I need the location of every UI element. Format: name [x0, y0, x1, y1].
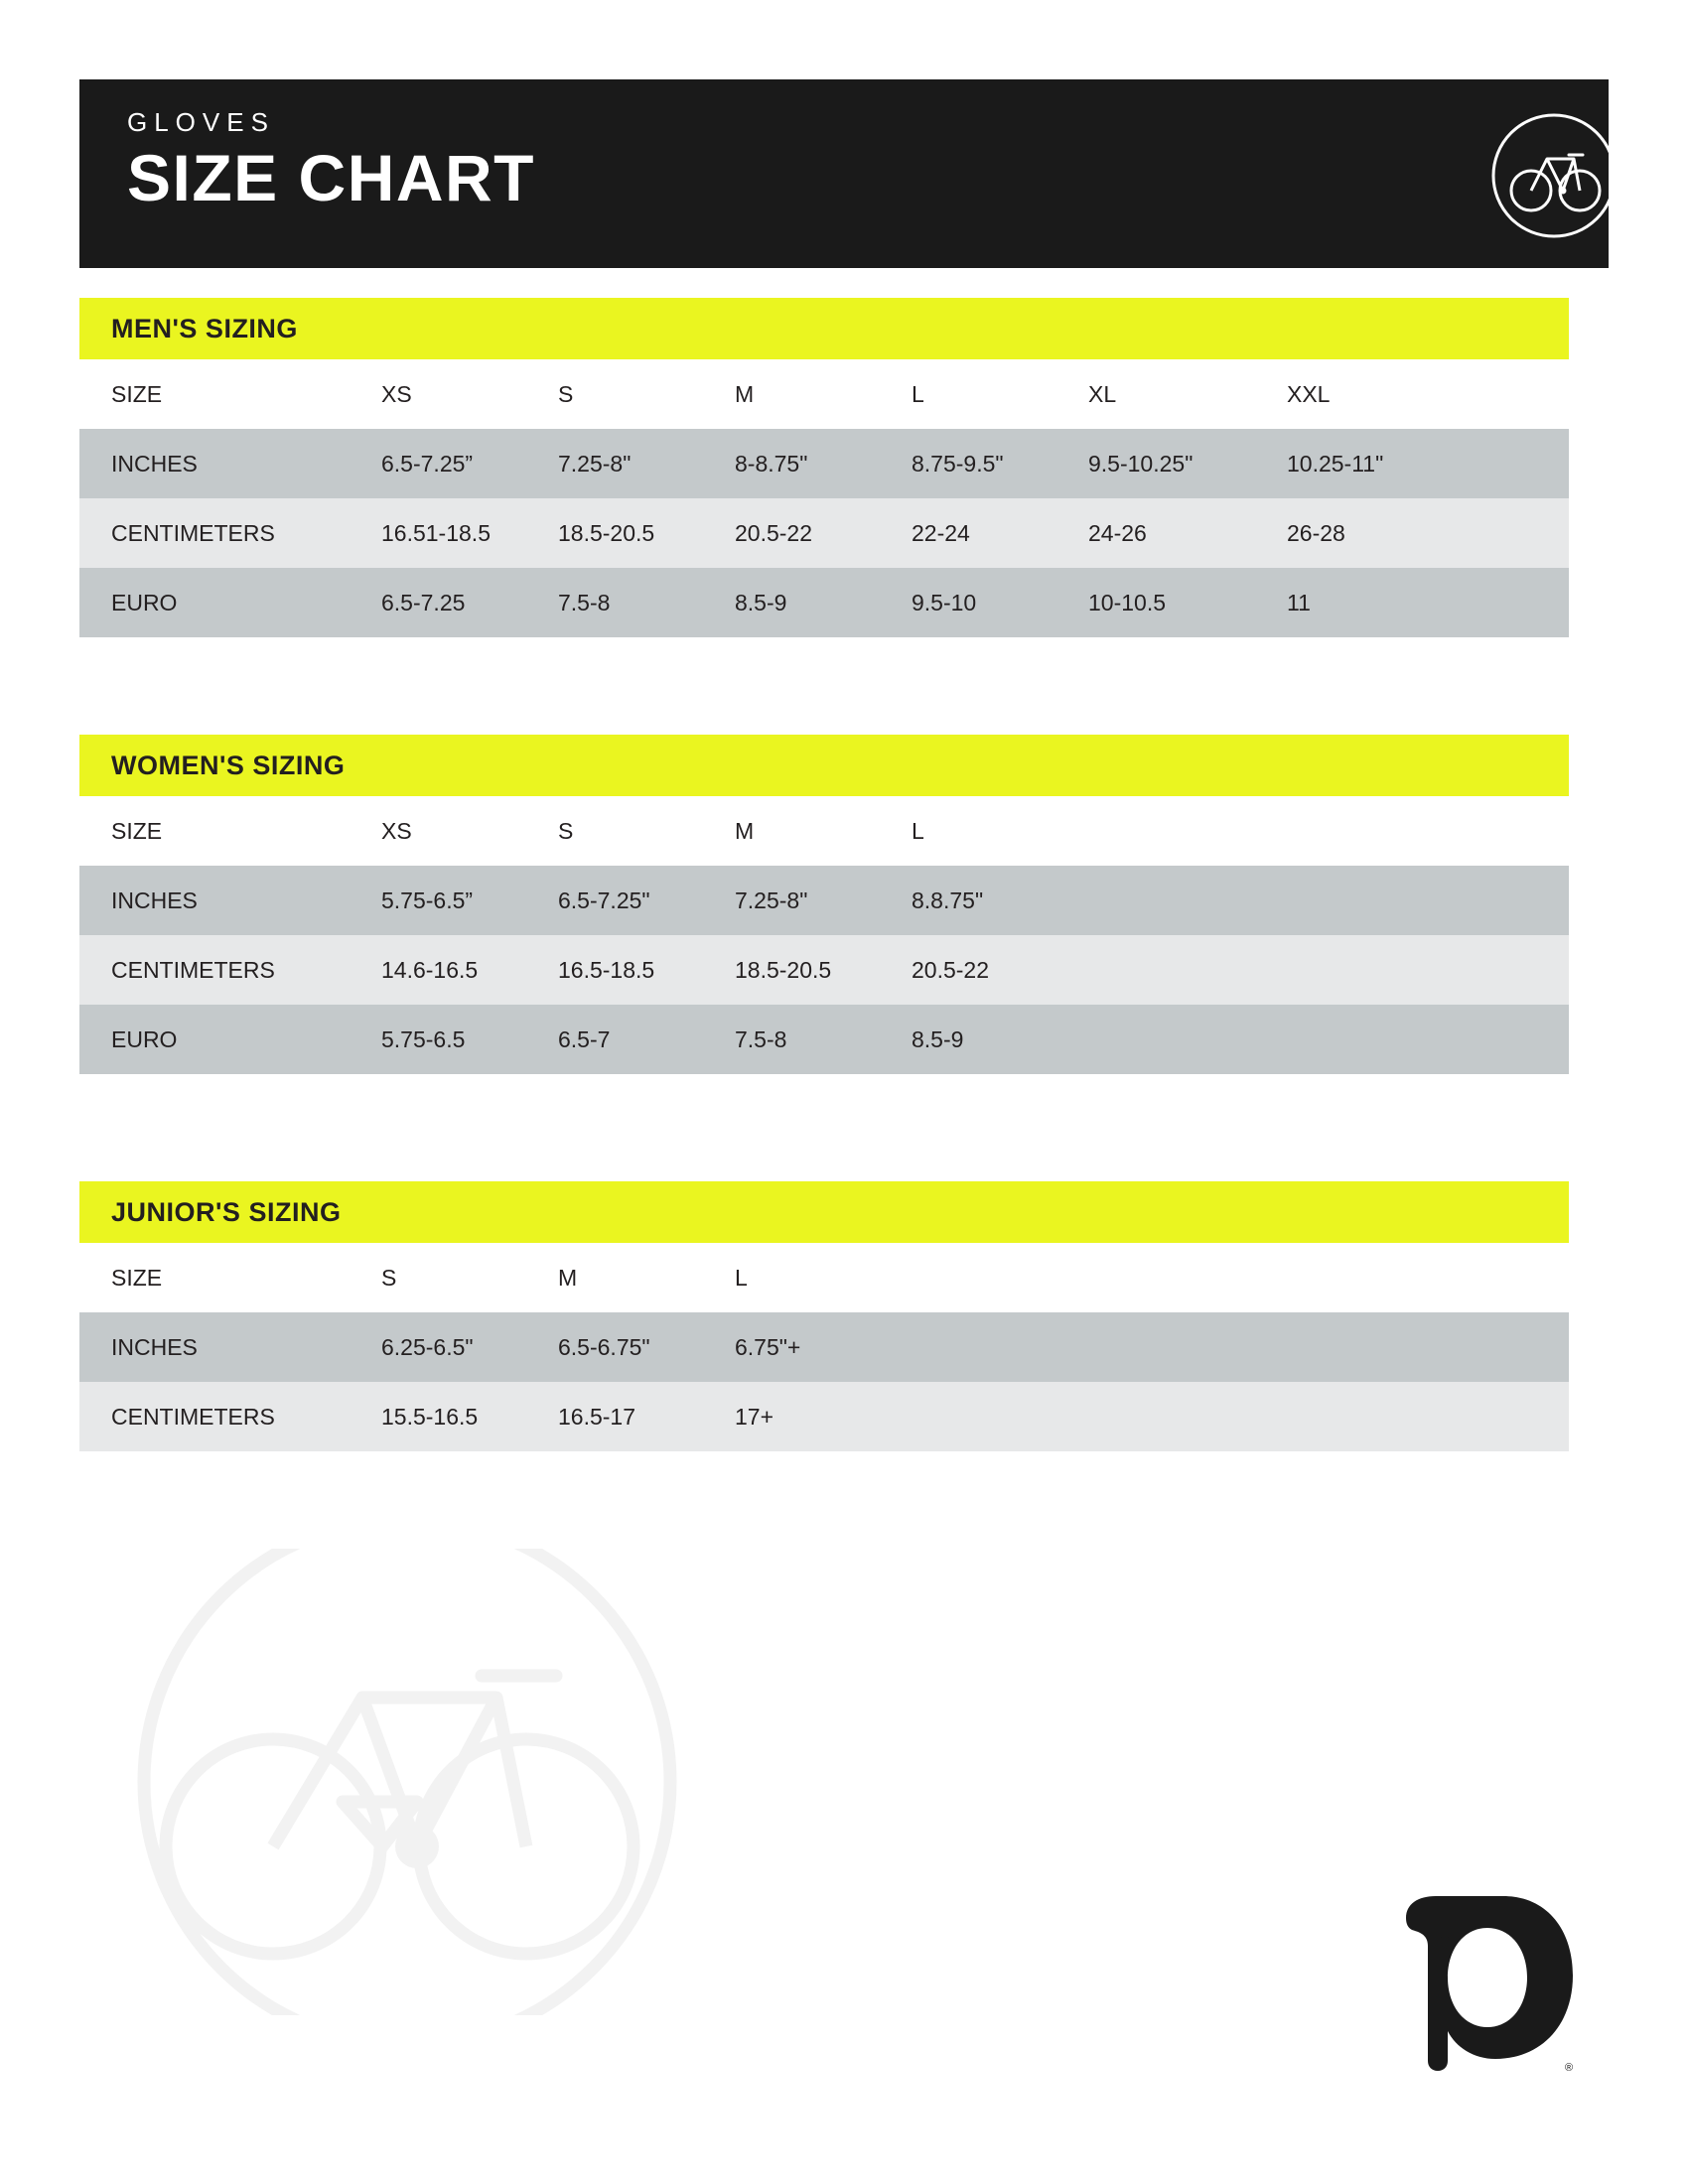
table-row — [79, 1005, 1569, 1074]
column-header: L — [703, 1243, 1569, 1312]
column-header: XS — [350, 359, 526, 429]
cell: 6.5-7.25" — [526, 866, 703, 935]
cell: 5.75-6.5” — [350, 866, 526, 935]
table-row — [79, 1382, 1569, 1451]
cell: 8.5-9 — [880, 1005, 1569, 1074]
table-row — [79, 866, 1569, 935]
cell: 8.5-9 — [703, 568, 880, 637]
cell: 22-24 — [880, 498, 1056, 568]
cell: 17+ — [703, 1382, 1569, 1451]
table-row — [79, 935, 1569, 1005]
svg-text:®: ® — [1565, 2062, 1574, 2074]
cell: 20.5-22 — [703, 498, 880, 568]
row-label: INCHES — [79, 429, 350, 498]
bicycle-icon — [1479, 101, 1609, 250]
row-label: INCHES — [79, 1312, 350, 1382]
cell: 24-26 — [1056, 498, 1255, 568]
cell: 7.25-8" — [526, 429, 703, 498]
column-header: S — [526, 796, 703, 866]
row-label: EURO — [79, 568, 350, 637]
cell: 9.5-10 — [880, 568, 1056, 637]
pearl-izumi-logo — [1370, 1876, 1579, 2075]
table-row — [79, 568, 1569, 637]
cell: 8-8.75" — [703, 429, 880, 498]
row-label: CENTIMETERS — [79, 1382, 350, 1451]
section-mens-sizing — [79, 298, 1569, 637]
cell: 18.5-20.5 — [526, 498, 703, 568]
cell: 16.5-18.5 — [526, 935, 703, 1005]
row-label: CENTIMETERS — [79, 935, 350, 1005]
cell: 18.5-20.5 — [703, 935, 880, 1005]
section-juniors-sizing — [79, 1181, 1569, 1451]
column-header: L — [880, 359, 1056, 429]
cell: 6.75"+ — [703, 1312, 1569, 1382]
table-row — [79, 429, 1569, 498]
cell: 16.5-17 — [526, 1382, 703, 1451]
table-header-row — [79, 359, 1569, 429]
cell: 11 — [1255, 568, 1569, 637]
womens-size-table — [79, 796, 1569, 1074]
column-header: SIZE — [79, 1243, 350, 1312]
cell: 6.5-6.75" — [526, 1312, 703, 1382]
column-header: L — [880, 796, 1569, 866]
cell: 26-28 — [1255, 498, 1569, 568]
page-header — [79, 79, 1609, 268]
column-header: S — [350, 1243, 526, 1312]
cell: 9.5-10.25" — [1056, 429, 1255, 498]
cell: 10-10.5 — [1056, 568, 1255, 637]
cell: 14.6-16.5 — [350, 935, 526, 1005]
row-label: EURO — [79, 1005, 350, 1074]
section-title: MEN'S SIZING — [111, 313, 298, 343]
column-header: M — [703, 359, 880, 429]
cell: 5.75-6.5 — [350, 1005, 526, 1074]
cell: 7.5-8 — [526, 568, 703, 637]
section-header-juniors — [79, 1181, 1569, 1243]
section-womens-sizing — [79, 735, 1569, 1074]
column-header: XL — [1056, 359, 1255, 429]
table-header-row — [79, 796, 1569, 866]
column-header: S — [526, 359, 703, 429]
mens-size-table — [79, 359, 1569, 637]
header-kicker: GLOVES — [127, 107, 275, 137]
cell: 7.25-8" — [703, 866, 880, 935]
column-header: SIZE — [79, 796, 350, 866]
page-title: SIZE CHART — [127, 141, 535, 214]
column-header: SIZE — [79, 359, 350, 429]
column-header: M — [526, 1243, 703, 1312]
table-row — [79, 498, 1569, 568]
cell: 20.5-22 — [880, 935, 1569, 1005]
section-header-womens — [79, 735, 1569, 796]
table-header-row — [79, 1243, 1569, 1312]
column-header: M — [703, 796, 880, 866]
juniors-size-table — [79, 1243, 1569, 1451]
cell: 6.5-7 — [526, 1005, 703, 1074]
cell: 6.5-7.25 — [350, 568, 526, 637]
section-title: WOMEN'S SIZING — [111, 750, 346, 780]
column-header: XXL — [1255, 359, 1569, 429]
column-header: XS — [350, 796, 526, 866]
cell: 16.51-18.5 — [350, 498, 526, 568]
table-row — [79, 1312, 1569, 1382]
cell: 15.5-16.5 — [350, 1382, 526, 1451]
cell: 6.25-6.5" — [350, 1312, 526, 1382]
section-header-mens — [79, 298, 1569, 359]
cell: 6.5-7.25” — [350, 429, 526, 498]
cell: 10.25-11" — [1255, 429, 1569, 498]
cell: 8.8.75" — [880, 866, 1569, 935]
row-label: INCHES — [79, 866, 350, 935]
cell: 8.75-9.5" — [880, 429, 1056, 498]
cell: 7.5-8 — [703, 1005, 880, 1074]
bicycle-icon — [129, 1549, 685, 2015]
section-title: JUNIOR'S SIZING — [111, 1196, 342, 1227]
row-label: CENTIMETERS — [79, 498, 350, 568]
